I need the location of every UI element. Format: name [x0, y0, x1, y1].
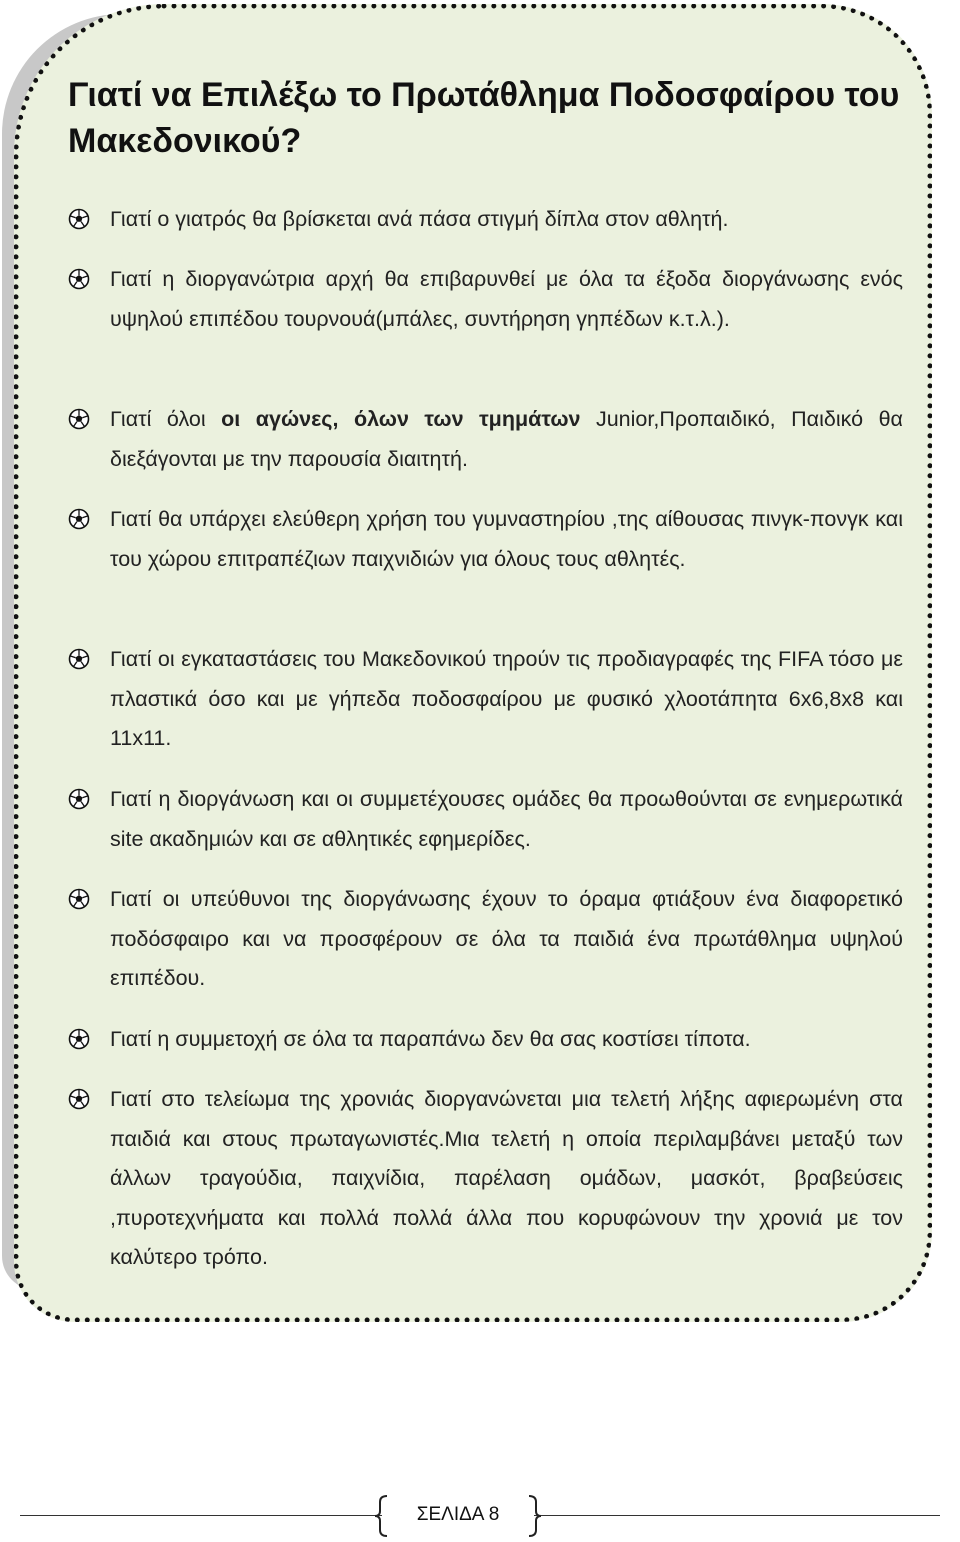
list-item	[110, 1020, 903, 1060]
list-item-text: Γιατί στο τελείωμα της χρονιάς διοργανώνεται μια τελετή λήξης αφιερωμένη στα παιδιά και στους πρωταγωνιστές.Μια τελετή η οποία περιλαμβάνει μεταξύ των άλλων τραγούδια, παιχνίδια, παρέλαση ομάδων, μασκότ, βραβεύσεις ,πυροτεχνήματα και πολλά πολλά άλλα που κορυφώνουν την χρονιά με τον καλύτερο τρόπο.	[110, 1087, 903, 1269]
soccer-ball-icon	[68, 1088, 90, 1110]
soccer-ball-icon	[68, 648, 90, 670]
list-item	[110, 880, 903, 999]
list-item	[110, 780, 903, 859]
list-item	[110, 260, 903, 339]
soccer-ball-icon	[68, 788, 90, 810]
soccer-ball-icon	[68, 268, 90, 290]
list-item-text: Γιατί η διοργανώτρια αρχή θα επιβαρυνθεί με όλα τα έξοδα διοργάνωσης ενός υψηλού επιπέδου τουρνουά(μπάλες, συντήρηση γηπέδων κ.τ.λ.).	[110, 267, 903, 331]
list-item-text: Γιατί οι εγκαταστάσεις του Μακεδονικού τηρούν τις προδιαγραφές της FIFA τόσο με πλαστικά όσο και με γήπεδα ποδοσφαίρου με φυσικό χλοοτάπητα 6x6,8x8 και 11x11.	[110, 647, 903, 750]
list-item	[110, 640, 903, 759]
list-item-text: Γιατί η διοργάνωση και οι συμμετέχουσες ομάδες θα προωθούνται σε ενημερωτικά site ακαδημιών και σε αθλητικές εφημερίδες.	[110, 787, 903, 851]
list-item-text: Γιατί θα υπάρχει ελεύθερη χρήση του γυμναστηρίου ,της αίθουσας πινγκ-πονγκ και του χώρου επιτραπέζιων παιχνιδιών για όλους τους αθλητές.	[110, 507, 903, 571]
list-item-text-bold: οι αγώνες, όλων των τμημάτων	[221, 407, 581, 431]
list-item-text: Γιατί ο γιατρός θα βρίσκεται ανά πάσα στιγμή δίπλα στον αθλητή.	[110, 207, 729, 231]
list-item-text-before: Γιατί όλοι	[110, 407, 222, 431]
soccer-ball-icon	[68, 408, 90, 430]
list-item-text: Γιατί η συμμετοχή σε όλα τα παραπάνω δεν θα σας κοστίσει τίποτα.	[110, 1027, 751, 1051]
page-title: Γιατί να Επιλέξω το Πρωτάθλημα Ποδοσφαίρου του Μακεδονικού?	[68, 76, 900, 160]
list-item-text-after: Junior,Προπαιδικό, Παιδικό θα διεξάγονται με την παρουσία διαιτητή.	[110, 407, 903, 471]
soccer-ball-icon	[68, 1028, 90, 1050]
soccer-ball-icon	[68, 888, 90, 910]
soccer-ball-icon	[68, 508, 90, 530]
list-item	[110, 500, 903, 579]
list-item	[110, 400, 903, 479]
list-item	[110, 1080, 903, 1278]
page-number: ΣΕΛΙΔΑ 8	[416, 1504, 500, 1525]
list-item-text: Γιατί οι υπεύθυνοι της διοργάνωσης έχουν το όραμα φτιάξουν ένα διαφορετικό ποδόσφαιρο και να προσφέρουν σε όλα τα παιδιά ένα πρωτάθλημα υψηλού επιπέδου.	[110, 887, 903, 990]
list-item	[110, 200, 903, 240]
soccer-ball-icon	[68, 208, 90, 230]
list-item-text	[110, 400, 903, 479]
